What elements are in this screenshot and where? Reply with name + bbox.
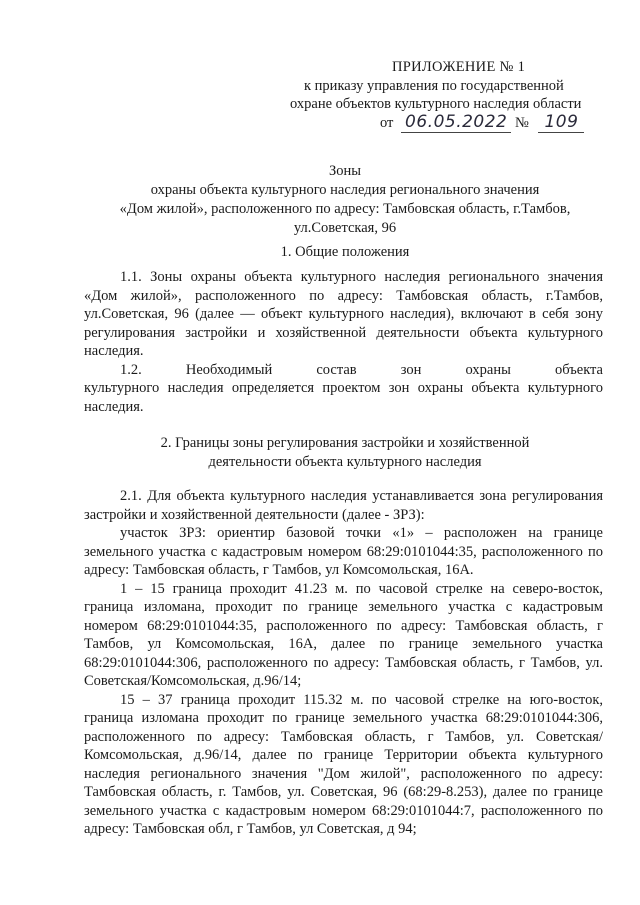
section-2-heading-line-1: 2. Границы зоны регулирования застройки и хозяйственной: [160, 435, 530, 451]
section-2-body: [84, 487, 603, 839]
order-number-handwritten: 109: [538, 112, 584, 133]
paragraph-zone-base-point: участок ЗРЗ: ориентир базовой точки «1» – расположен на границе земельного участка с кадастровым номером 68:29:0101044:35, расположенного по адресу: Тамбовская область, г Тамбов, ул Комсомольская, 16А.: [84, 525, 603, 578]
order-number-sign: №: [515, 115, 529, 131]
paragraph-boundary-1-15: 1 – 15 граница проходит 41.23 м. по часовой стрелке на северо-восток, граница изломана, проходит по границе земельного участка с кадастровым номером 68:29:0101044:35, расположенного по адресу: Тамбовская область, г Тамбов, ул Комсомольская, 16А, далее по границе земельного участка 68:29:0101044:306, расположенного по адресу: Тамбовская область, г Тамбов, ул. Советская/Комсомольская, д.96/14;: [84, 580, 603, 689]
paragraph-1-2-rest: культурного наследия определяется проектом зон охраны объекта культурного наследия.: [84, 380, 603, 415]
paragraph-boundary-15-37: 15 – 37 граница проходит 115.32 м. по часовой стрелке на юго-восток, граница изломана проходит по границе земельного участка 68:29:0101044:306, расположенного по адресу: Тамбовская область, г Тамбов, ул. Советская/Комсомольская, д.96/14, далее по границе Территории объекта культурного наследия регионального значения "Дом жилой", расположенного по адресу: Тамбовская область, г. Тамбов, ул. Советская, 96 (68:29-8.253), далее по границе земельного участка с кадастровым номером 68:29:0101044:7, расположенного по адресу: Тамбовская обл, г Тамбов, ул Советская, д 94;: [84, 691, 603, 837]
title-line-2: охраны объекта культурного наследия регионального значения: [150, 182, 540, 198]
appendix-line-2: охране объектов культурного наследия области: [290, 96, 582, 112]
title-line-4: ул.Советская, 96: [293, 220, 397, 236]
section-2-heading: [80, 434, 610, 472]
section-1-heading: 1. Общие положения: [280, 244, 410, 260]
order-prefix: от: [380, 115, 394, 131]
document-title: [80, 162, 610, 238]
order-date-handwritten: 06.05.2022: [401, 112, 511, 133]
title-line-1: Зоны: [328, 163, 362, 179]
section-2-heading-line-2: деятельности объекта культурного наследия: [208, 454, 482, 470]
appendix-title: ПРИЛОЖЕНИЕ № 1: [392, 59, 526, 75]
paragraph-1-2-first-line: 1.2. Необходимый состав зон охраны объекта: [120, 361, 603, 378]
title-line-3: «Дом жилой», расположенного по адресу: Тамбовская область, г.Тамбов,: [119, 201, 571, 217]
paragraph-2-1: 2.1. Для объекта культурного наследия устанавливается зона регулирования застройки и хозяйственной деятельности (далее - ЗРЗ):: [84, 488, 603, 523]
paragraph-1-1: 1.1. Зоны охраны объекта культурного наследия регионального значения «Дом жилой», расположенного по адресу: Тамбовская область, г.Тамбов, ул.Советская, 96 (далее — объект культурного наследия), включают в себя зону регулирования застройки и хозяйственной деятельности объекта культурного наследия.: [84, 269, 603, 359]
order-reference: [380, 112, 584, 133]
appendix-line-1: к приказу управления по государственной: [304, 78, 564, 94]
section-1-body: [84, 268, 603, 416]
